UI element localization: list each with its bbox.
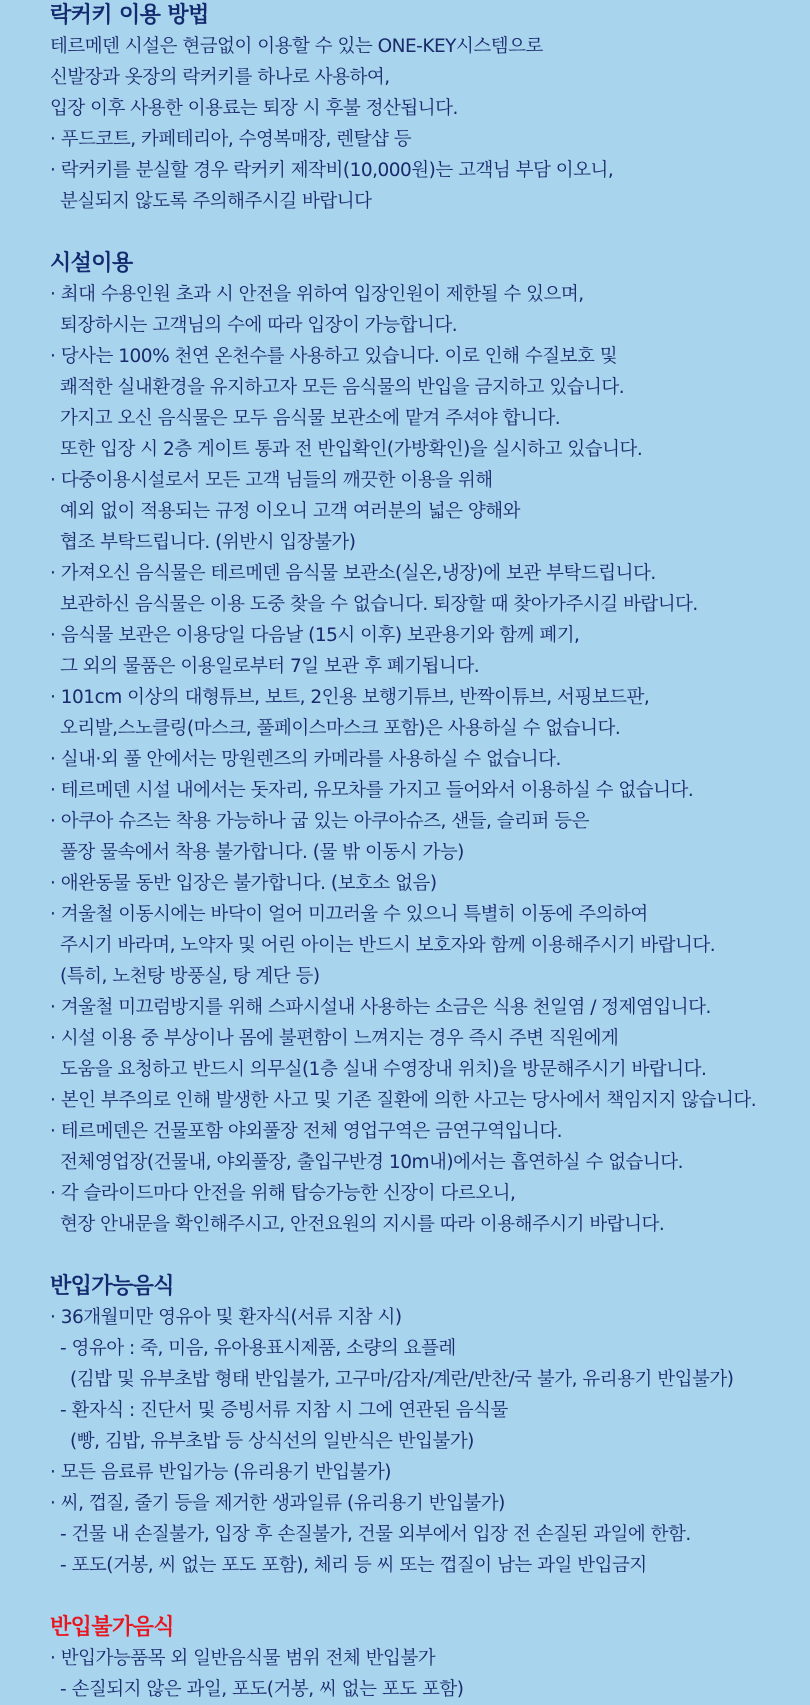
section — [50, 1612, 810, 1705]
section-spacer — [50, 217, 810, 248]
text-line: · 실내·외 풀 안에서는 망원렌즈의 카메라를 사용하실 수 없습니다. — [50, 749, 561, 770]
text-line: 신발장과 옷장의 락커키를 하나로 사용하여, — [50, 67, 390, 88]
text-line: · 음식물 보관은 이용당일 다음날 (15시 이후) 보관용기와 함께 폐기, — [50, 625, 580, 646]
text-line: (김밥 및 유부초밥 형태 반입불가, 고구마/감자/계란/반찬/국 불가, 유리용기 반입불가) — [70, 1369, 734, 1390]
text-line: · 모든 음료류 반입가능 (유리용기 반입불가) — [50, 1462, 392, 1483]
section-heading: 시설이용 — [50, 251, 133, 276]
section-heading: 락커키 이용 방법 — [50, 3, 209, 28]
text-line: · 반입가능품목 외 일반음식물 범위 전체 반입불가 — [50, 1648, 436, 1669]
section-spacer — [50, 1240, 810, 1271]
text-line: 전체영업장(건물내, 야외풀장, 출입구반경 10m내)에서는 흡연하실 수 없습니다. — [60, 1152, 684, 1173]
text-line: 풀장 물속에서 착용 불가합니다. (물 밖 이동시 가능) — [60, 842, 464, 863]
text-line: 쾌적한 실내환경을 유지하고자 모든 음식물의 반입을 금지하고 있습니다. — [60, 377, 625, 398]
text-line: 또한 입장 시 2층 게이트 통과 전 반입확인(가방확인)을 실시하고 있습니다. — [60, 439, 643, 460]
text-line: 보관하신 음식물은 이용 도중 찾을 수 없습니다. 퇴장할 때 찾아가주시길 바랍니다. — [60, 594, 698, 615]
text-line: · 씨, 껍질, 줄기 등을 제거한 생과일류 (유리용기 반입불가) — [50, 1493, 505, 1514]
text-line: 현장 안내문을 확인해주시고, 안전요원의 지시를 따라 이용해주시기 바랍니다. — [60, 1214, 665, 1235]
section-heading: 반입가능음식 — [50, 1274, 174, 1299]
section-spacer — [50, 1581, 810, 1612]
text-line: (빵, 김밥, 유부초밥 등 상식선의 일반식은 반입불가) — [70, 1431, 474, 1452]
text-line: 오리발,스노클링(마스크, 풀페이스마스크 포함)은 사용하실 수 없습니다. — [60, 718, 621, 739]
text-line: 테르메덴 시설은 현금없이 이용할 수 있는 ONE-KEY시스템으로 — [50, 36, 543, 57]
text-line: 퇴장하시는 고객님의 수에 따라 입장이 가능합니다. — [60, 315, 458, 336]
text-line: · 36개월미만 영유아 및 환자식(서류 지참 시) — [50, 1307, 402, 1328]
text-line: 협조 부탁드립니다. (위반시 입장불가) — [60, 532, 356, 553]
text-line: · 시설 이용 중 부상이나 몸에 불편함이 느껴지는 경우 즉시 주변 직원에게 — [50, 1028, 619, 1049]
text-line: - 환자식 : 진단서 및 증빙서류 지참 시 그에 연관된 음식물 — [60, 1400, 508, 1421]
text-line: - 건물 내 손질불가, 입장 후 손질불가, 건물 외부에서 입장 전 손질된 과일에 한함. — [60, 1524, 691, 1545]
text-line: 도움을 요청하고 반드시 의무실(1층 실내 수영장내 위치)을 방문해주시기 바랍니다. — [60, 1059, 707, 1080]
text-line: · 겨울철 미끄럼방지를 위해 스파시설내 사용하는 소금은 식용 천일염 / 정제염입니다. — [50, 997, 711, 1018]
text-line: - 포도(거봉, 씨 없는 포도 포함), 체리 등 씨 또는 껍질이 남는 과일 반입금지 — [60, 1555, 647, 1576]
text-line: 주시기 바라며, 노약자 및 어린 아이는 반드시 보호자와 함께 이용해주시기 바랍니다. — [60, 935, 716, 956]
text-line: · 아쿠아 슈즈는 착용 가능하나 굽 있는 아쿠아슈즈, 샌들, 슬리퍼 등은 — [50, 811, 589, 832]
text-line: · 최대 수용인원 초과 시 안전을 위하여 입장인원이 제한될 수 있으며, — [50, 284, 584, 305]
text-line: (특히, 노천탕 방풍실, 탕 계단 등) — [60, 966, 320, 987]
text-line: 입장 이후 사용한 이용료는 퇴장 시 후불 정산됩니다. — [50, 98, 458, 119]
text-line: · 당사는 100% 천연 온천수를 사용하고 있습니다. 이로 인해 수질보호 및 — [50, 346, 618, 367]
text-line: · 101cm 이상의 대형튜브, 보트, 2인용 보행기튜브, 반짝이튜브, 서핑보드판, — [50, 687, 650, 708]
text-line: · 본인 부주의로 인해 발생한 사고 및 기존 질환에 의한 사고는 당사에서 책임지지 않습니다. — [50, 1090, 757, 1111]
text-line: · 가져오신 음식물은 테르메덴 음식물 보관소(실온,냉장)에 보관 부탁드립니다. — [50, 563, 656, 584]
text-line: 분실되지 않도록 주의해주시길 바랍니다 — [60, 191, 372, 212]
text-line: · 애완동물 동반 입장은 불가합니다. (보호소 없음) — [50, 873, 437, 894]
text-line: - 손질되지 않은 과일, 포도(거봉, 씨 없는 포도 포함) — [60, 1679, 464, 1700]
text-line: 가지고 오신 음식물은 모두 음식물 보관소에 맡겨 주셔야 합니다. — [60, 408, 561, 429]
section — [50, 0, 810, 217]
section — [50, 248, 810, 1240]
text-line: · 테르메덴 시설 내에서는 돗자리, 유모차를 가지고 들어와서 이용하실 수 없습니다. — [50, 780, 694, 801]
text-line: · 다중이용시설로서 모든 고객 님들의 깨끗한 이용을 위해 — [50, 470, 493, 491]
text-line: · 겨울철 이동시에는 바닥이 얼어 미끄러울 수 있으니 특별히 이동에 주의하여 — [50, 904, 648, 925]
section — [50, 1271, 810, 1581]
sections-container — [50, 0, 810, 1705]
text-line: · 푸드코트, 카페테리아, 수영복매장, 렌탈샵 등 — [50, 129, 412, 150]
text-line: 그 외의 물품은 이용일로부터 7일 보관 후 폐기됩니다. — [60, 656, 480, 677]
text-line: - 영유아 : 죽, 미음, 유아용표시제품, 소량의 요플레 — [60, 1338, 456, 1359]
section-heading: 반입불가음식 — [50, 1615, 174, 1640]
text-line: · 테르메덴은 건물포함 야외풀장 전체 영업구역은 금연구역입니다. — [50, 1121, 563, 1142]
text-line: · 락커키를 분실할 경우 락커키 제작비(10,000원)는 고객님 부담 이오니, — [50, 160, 614, 181]
text-line: 예외 없이 적용되는 규정 이오니 고객 여러분의 넓은 양해와 — [60, 501, 520, 522]
text-line: · 각 슬라이드마다 안전을 위해 탑승가능한 신장이 다르오니, — [50, 1183, 516, 1204]
